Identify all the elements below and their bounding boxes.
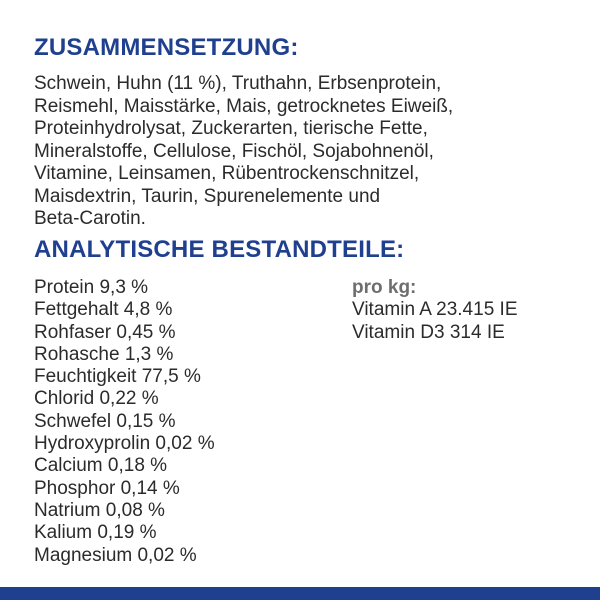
nutrient-item: Kalium 0,19 % (34, 522, 157, 544)
nutrient-item: Phosphor 0,14 % (34, 477, 180, 499)
composition-line: Schwein, Huhn (11 %), Truthahn, Erbsenprotein, (34, 73, 442, 94)
per-kg-label: pro kg: (352, 277, 417, 298)
composition-text (34, 73, 574, 231)
vitamin-item: Vitamin A 23.415 IE (352, 299, 518, 321)
nutrient-item: Schwefel 0,15 % (34, 410, 176, 432)
vitamin-list (352, 277, 518, 344)
vitamin-item: Vitamin D3 314 IE (352, 321, 505, 343)
nutrient-item: Rohfaser 0,45 % (34, 321, 176, 343)
composition-line: Reismehl, Maisstärke, Mais, getrocknetes Eiweiß, (34, 95, 454, 117)
composition-line: Maisdextrin, Taurin, Spurenelemente und (34, 185, 381, 207)
composition-line: Beta-Carotin. (34, 208, 146, 229)
nutrient-item: Fettgehalt 4,8 % (34, 299, 173, 321)
nutrient-item: Rohasche 1,3 % (34, 343, 174, 365)
composition-line: Vitamine, Leinsamen, Rübentrockenschnitzel, (34, 163, 420, 184)
nutrient-item: Hydroxyprolin 0,02 % (34, 433, 215, 455)
nutrient-list (34, 277, 215, 567)
composition-heading: ZUSAMMENSETZUNG: (34, 34, 299, 61)
nutrient-item: Magnesium 0,02 % (34, 544, 197, 566)
nutrient-item: Protein 9,3 % (34, 277, 149, 298)
composition-line: Mineralstoffe, Cellulose, Fischöl, Sojabohnenöl, (34, 140, 434, 162)
nutrient-item: Feuchtigkeit 77,5 % (34, 366, 201, 388)
nutrient-item: Chlorid 0,22 % (34, 388, 159, 410)
nutrient-item: Natrium 0,08 % (34, 499, 165, 521)
nutrient-item: Calcium 0,18 % (34, 455, 168, 477)
footer-band (0, 587, 600, 600)
analytics-heading: ANALYTISCHE BESTANDTEILE: (34, 236, 405, 263)
composition-line: Proteinhydrolysat, Zuckerarten, tierische Fette, (34, 118, 428, 139)
